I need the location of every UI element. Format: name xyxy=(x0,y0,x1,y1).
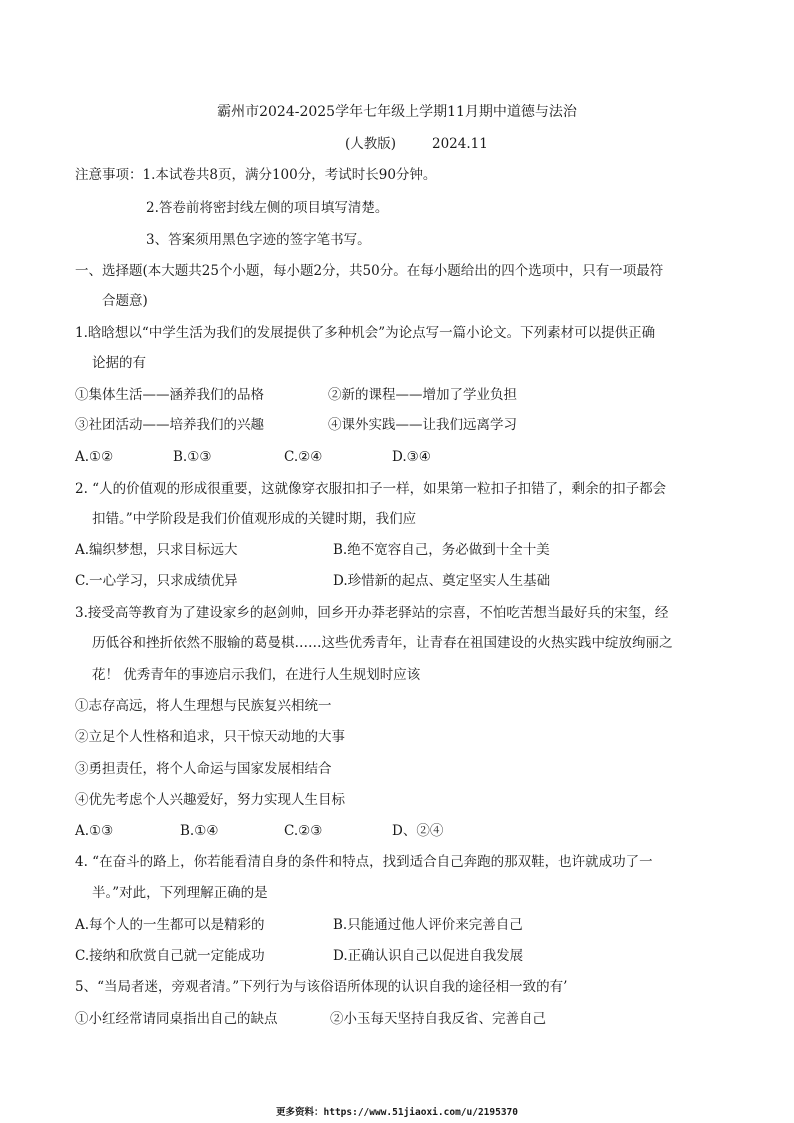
q3-option-d: D、②④ xyxy=(392,823,444,839)
q4-option-d: D.正确认识自己以促进自我发展 xyxy=(333,948,524,964)
q4-stem-cont: 半。”对此，下列理解正确的是 xyxy=(92,885,268,901)
notes-line-1: 注意事项：1.本试卷共8页，满分100分，考试时长90分钟。 xyxy=(75,167,437,183)
q4-option-b: B.只能通过他人评价来完善自己 xyxy=(333,917,523,933)
q1-statement-1: ①集体生活——涵养我们的品格 xyxy=(75,387,264,403)
q1-option-c: C.②④ xyxy=(284,449,323,465)
q4-option-c: C.接纳和欣赏自己就一定能成功 xyxy=(75,948,265,964)
footer-source-link[interactable]: 更多资料：https://www.51jiaoxi.com/u/2195370 xyxy=(276,1107,518,1118)
q3-statement-2: ②立足个人性格和追求，只干惊天动地的大事 xyxy=(75,729,345,745)
q5-statement-2: ②小玉每天坚持自我反省、完善自己 xyxy=(330,1011,546,1027)
q1-option-d: D.③④ xyxy=(392,449,431,465)
edition-label: (人教版) xyxy=(345,136,397,152)
q2-stem-cont: 扣错。”中学阶段是我们价值观形成的关键时期，我们应 xyxy=(92,511,417,527)
q5-statement-1: ①小红经常请同桌指出自己的缺点 xyxy=(75,1011,278,1027)
section-heading-cont: 合题意) xyxy=(102,293,148,309)
q2-option-d: D.珍惜新的起点、奠定坚实人生基础 xyxy=(333,573,551,589)
q2-option-a: A.编织梦想，只求目标远大 xyxy=(75,542,238,558)
q3-stem-cont-1: 历低谷和挫折依然不服输的葛曼棋……这些优秀青年，让青春在祖国建设的火热实践中绽放绚丽之 xyxy=(92,635,673,651)
q3-stem: 3.接受高等教育为了建设家乡的赵剑帅，回乡开办莽老驿站的宗喜，不怕吃苦想当最好兵的宋玺，经 xyxy=(75,605,669,621)
q3-option-b: B.①④ xyxy=(180,823,219,839)
q3-option-a: A.①③ xyxy=(75,823,114,839)
exam-date: 2024.11 xyxy=(432,136,488,152)
q1-option-a: A.①② xyxy=(75,449,114,465)
q1-stem-cont: 论据的有 xyxy=(92,355,146,371)
q3-option-c: C.②③ xyxy=(284,823,323,839)
notes-line-3: 3、答案须用黑色字迹的签字笔书写。 xyxy=(146,232,371,248)
page-title: 霸州市2024-2025学年七年级上学期11月期中道德与法治 xyxy=(217,104,577,120)
q3-statement-3: ③勇担责任，将个人命运与国家发展相结合 xyxy=(75,761,332,777)
q5-stem: 5、“当局者迷，旁观者清。”下列行为与该俗语所体现的认识自我的途径相一致的有’ xyxy=(75,979,568,995)
q1-statement-4: ④课外实践——让我们远离学习 xyxy=(328,417,517,433)
q3-statement-4: ④优先考虑个人兴趣爱好，努力实现人生目标 xyxy=(75,792,345,808)
q3-statement-1: ①志存高远，将人生理想与民族复兴相统一 xyxy=(75,698,332,714)
q1-option-b: B.①③ xyxy=(173,449,212,465)
q3-stem-cont-2: 花！ 优秀青年的事迹启示我们，在进行人生规划时应该 xyxy=(92,667,421,683)
q2-stem: 2. “人的价值观的形成很重要，这就像穿衣服扣扣子一样，如果第一粒扣子扣错了，剩余的扣子都会 xyxy=(75,481,667,497)
q1-statement-3: ③社团活动——培养我们的兴趣 xyxy=(75,417,264,433)
q1-statement-2: ②新的课程——增加了学业负担 xyxy=(328,387,517,403)
q2-option-b: B.绝不宽容自己，务必做到十全十美 xyxy=(333,542,550,558)
q2-option-c: C.一心学习，只求成绩优异 xyxy=(75,573,238,589)
section-heading: 一、选择题(本大题共25个小题，每小题2分，共50分。在每小题给出的四个选项中，只有一项最符 xyxy=(75,263,664,279)
q4-option-a: A.每个人的一生都可以是精彩的 xyxy=(75,917,265,933)
q1-stem: 1.晗晗想以“中学生活为我们的发展提供了多种机会”为论点写一篇小论文。下列素材可以提供正确 xyxy=(75,325,656,341)
notes-line-2: 2.答卷前将密封线左侧的项目填写清楚。 xyxy=(146,200,389,216)
q4-stem: 4. “在奋斗的路上，你若能看清自身的条件和特点，找到适合自己奔跑的那双鞋，也许就成功了一 xyxy=(75,854,653,870)
